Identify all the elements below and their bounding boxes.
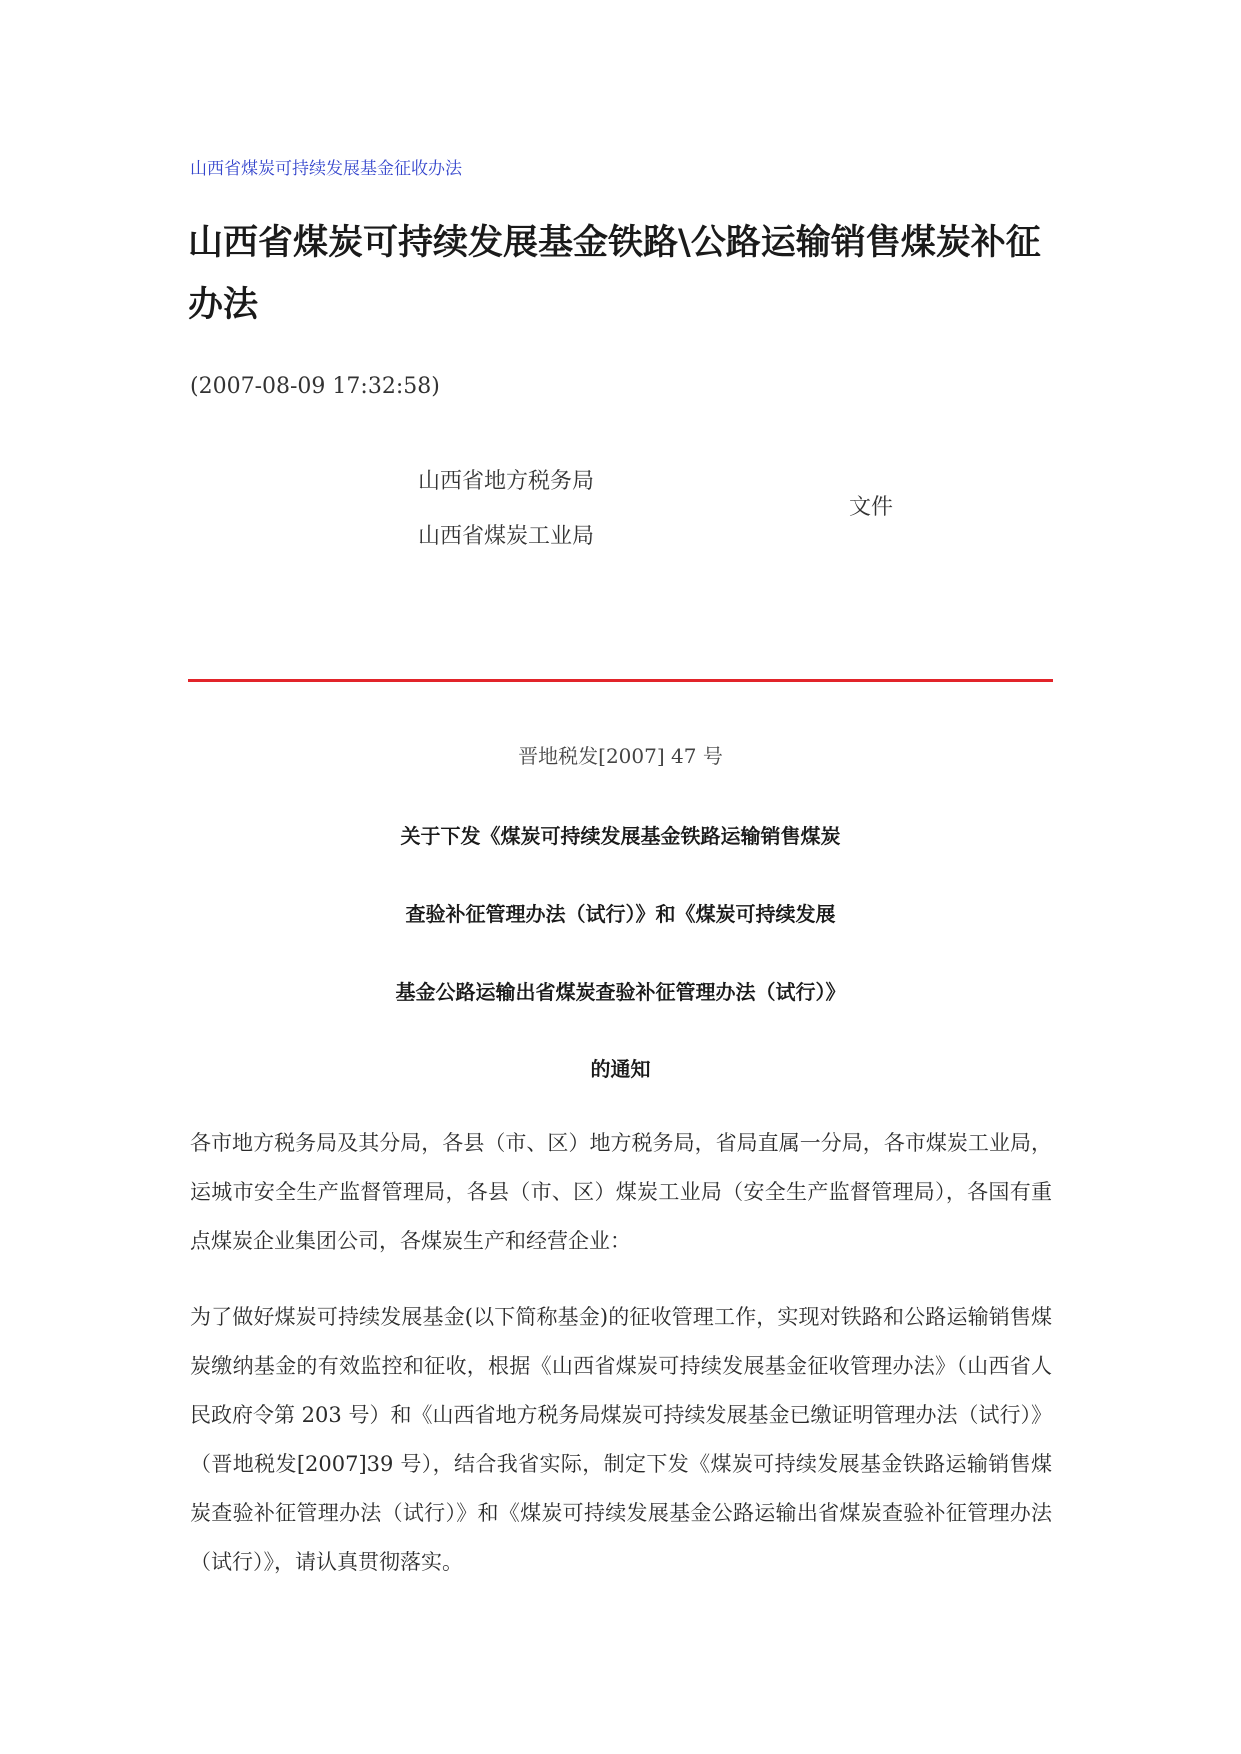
- letterhead-doc-word: 文件: [849, 495, 894, 520]
- issuer-local-tax-bureau: 山西省地方税务局: [418, 469, 595, 494]
- breadcrumb-link[interactable]: 山西省煤炭可持续发展基金征收办法: [190, 159, 462, 179]
- notice-title-line-4: 的通知: [590, 1057, 651, 1081]
- notice-title-line-1: 关于下发《煤炭可持续发展基金铁路运输销售煤炭: [400, 824, 841, 848]
- page-title: 山西省煤炭可持续发展基金铁路\公路运输销售煤炭补征办法: [188, 223, 1041, 325]
- letterhead-red-rule: [188, 679, 1053, 682]
- document-number: 晋地税发[2007] 47 号: [518, 744, 723, 768]
- body-paragraph-main: 为了做好煤炭可持续发展基金(以下简称基金)的征收管理工作，实现对铁路和公路运输销售煤炭缴纳基金的有效监控和征收，根据《山西省煤炭可持续发展基金征收管理办法》（山西省人民政府令第 203 号）和《山西省地方税务局煤炭可持续发展基金已缴证明管理办法（试行）》（晋地税发[2007]39 号），结合我省实际，制定下发《煤炭可持续发展基金铁路运输销售煤炭查验补征管理办法（试行）》和《煤炭可持续发展基金公路运输出省煤炭查验补征管理办法（试行）》，请认真贯彻落实。: [190, 1305, 1052, 1574]
- publish-timestamp: (2007-08-09 17:32:58): [190, 374, 440, 399]
- notice-title-line-2: 查验补征管理办法（试行）》和《煤炭可持续发展: [405, 902, 836, 926]
- body-paragraph-addressees: 各市地方税务局及其分局，各县（市、区）地方税务局，省局直属一分局，各市煤炭工业局，运城市安全生产监督管理局，各县（市、区）煤炭工业局（安全生产监督管理局），各国有重点煤炭企业集团公司，各煤炭生产和经营企业：: [190, 1131, 1052, 1253]
- notice-title-line-3: 基金公路运输出省煤炭查验补征管理办法（试行）》: [395, 980, 846, 1004]
- issuer-coal-industry-bureau: 山西省煤炭工业局: [418, 524, 595, 549]
